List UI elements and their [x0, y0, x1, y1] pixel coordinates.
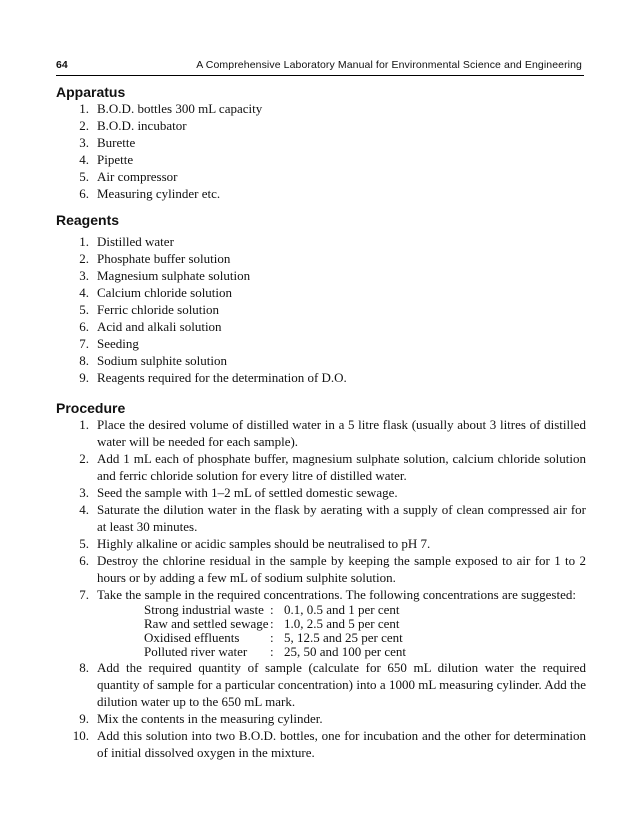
- item-number: 4.: [79, 285, 89, 300]
- list-item: [56, 100, 586, 117]
- item-number: 8.: [79, 353, 89, 368]
- list-item: [56, 117, 586, 134]
- page-header: [56, 57, 584, 76]
- table-row: [144, 645, 406, 659]
- item-number: 4.: [79, 502, 89, 517]
- item-text: Seed the sample with 1–2 mL of settled domestic sewage.: [97, 485, 398, 500]
- table-row: [144, 603, 406, 617]
- item-text: Add 1 mL each of phosphate buffer, magnesium sulphate solution, calcium chloride solution and ferric chloride solution for every litre of distilled water.: [97, 451, 586, 483]
- list-item: [56, 659, 586, 710]
- item-text: Sodium sulphite solution: [97, 353, 228, 368]
- item-number: 9.: [79, 370, 89, 385]
- item-number: 4.: [79, 152, 89, 167]
- list-item: [56, 134, 586, 151]
- item-text: Measuring cylinder etc.: [97, 186, 221, 201]
- item-number: 5.: [79, 536, 89, 551]
- item-text: Add this solution into two B.O.D. bottles, one for incubation and the other for determination of initial dissolved oxygen in the mixture.: [97, 728, 586, 760]
- list-item: [56, 185, 586, 202]
- separator-cell: :: [270, 616, 274, 631]
- item-number: 6.: [79, 553, 89, 568]
- item-number: 1.: [79, 417, 89, 432]
- concentration-table: [144, 603, 406, 659]
- apparatus-list: [56, 100, 586, 202]
- list-item: [56, 450, 586, 484]
- item-text: B.O.D. incubator: [97, 118, 187, 133]
- list-item: [56, 552, 586, 586]
- item-number: 3.: [79, 485, 89, 500]
- item-number: 10.: [72, 728, 89, 743]
- item-text: Magnesium sulphate solution: [97, 268, 251, 283]
- item-number: 6.: [79, 319, 89, 334]
- item-text: Seeding: [97, 336, 139, 351]
- list-item: [56, 369, 586, 386]
- item-text: Ferric chloride solution: [97, 302, 220, 317]
- concentration-cell: 5, 12.5 and 25 per cent: [284, 630, 403, 645]
- item-number: 3.: [79, 135, 89, 150]
- item-text: Highly alkaline or acidic samples should be neutralised to pH 7.: [97, 536, 431, 551]
- table-row: [144, 617, 406, 631]
- item-text: Calcium chloride solution: [97, 285, 233, 300]
- item-number: 5.: [79, 169, 89, 184]
- separator-cell: :: [270, 602, 274, 617]
- table-row: [144, 631, 406, 645]
- item-number: 7.: [79, 336, 89, 351]
- item-text: Reagents required for the determination of D.O.: [97, 370, 347, 385]
- item-number: 9.: [79, 711, 89, 726]
- list-item: [56, 535, 586, 552]
- item-number: 1.: [79, 234, 89, 249]
- item-text: Acid and alkali solution: [97, 319, 222, 334]
- item-text: Place the desired volume of distilled water in a 5 litre flask (usually about 3 litres of distilled water will be needed for each sample).: [97, 417, 586, 449]
- item-text: Mix the contents in the measuring cylinder.: [97, 711, 323, 726]
- waste-type-cell: Strong industrial waste: [144, 602, 264, 617]
- list-item: [56, 586, 586, 659]
- procedure-list: [56, 416, 586, 761]
- list-item: [56, 168, 586, 185]
- list-item: [56, 335, 586, 352]
- item-text: Take the sample in the required concentrations. The following concentrations are suggested:: [97, 587, 576, 602]
- waste-type-cell: Raw and settled sewage: [144, 616, 269, 631]
- list-item: [56, 318, 586, 335]
- concentration-cell: 1.0, 2.5 and 5 per cent: [284, 616, 400, 631]
- waste-type-cell: Oxidised effluents: [144, 630, 240, 645]
- item-number: 6.: [79, 186, 89, 201]
- list-item: [56, 416, 586, 450]
- list-item: [56, 284, 586, 301]
- item-text: Pipette: [97, 152, 134, 167]
- separator-cell: :: [270, 630, 274, 645]
- item-text: Phosphate buffer solution: [97, 251, 231, 266]
- item-number: 2.: [79, 118, 89, 133]
- list-item: [56, 710, 586, 727]
- item-number: 5.: [79, 302, 89, 317]
- item-text: Distilled water: [97, 234, 174, 249]
- item-number: 8.: [79, 660, 89, 675]
- item-number: 2.: [79, 451, 89, 466]
- item-text: Air compressor: [97, 169, 178, 184]
- list-item: [56, 267, 586, 284]
- item-text: Burette: [97, 135, 136, 150]
- list-item: [56, 352, 586, 369]
- reagents-heading: Reagents: [56, 212, 120, 228]
- item-number: 2.: [79, 251, 89, 266]
- book-title: A Comprehensive Laboratory Manual for Environmental Science and Engineering: [196, 59, 582, 71]
- item-text: B.O.D. bottles 300 mL capacity: [97, 101, 263, 116]
- apparatus-heading: Apparatus: [56, 84, 126, 100]
- list-item: [56, 484, 586, 501]
- list-item: [56, 301, 586, 318]
- page-number: 64: [56, 59, 68, 71]
- concentration-cell: 0.1, 0.5 and 1 per cent: [284, 602, 400, 617]
- list-item: [56, 727, 586, 761]
- procedure-heading: Procedure: [56, 400, 126, 416]
- list-item: [56, 250, 586, 267]
- list-item: [56, 151, 586, 168]
- item-number: 1.: [79, 101, 89, 116]
- item-number: 7.: [79, 587, 89, 602]
- waste-type-cell: Polluted river water: [144, 644, 248, 659]
- list-item: [56, 501, 586, 535]
- item-text: Saturate the dilution water in the flask by aerating with a supply of clean compressed air for at least 30 minutes.: [97, 502, 586, 534]
- item-text: Destroy the chlorine residual in the sample by keeping the sample exposed to air for 1 to 2 hours or by adding a few mL of sodium sulphite solution.: [97, 553, 586, 585]
- concentration-cell: 25, 50 and 100 per cent: [284, 644, 407, 659]
- item-text: Add the required quantity of sample (calculate for 650 mL dilution water the required quantity of sample for a particular concentration) into a 1000 mL measuring cylinder. Add the dilution water up to the 650 mL mark.: [97, 660, 586, 709]
- reagents-list: [56, 233, 586, 386]
- separator-cell: :: [270, 644, 274, 659]
- list-item: [56, 233, 586, 250]
- item-number: 3.: [79, 268, 89, 283]
